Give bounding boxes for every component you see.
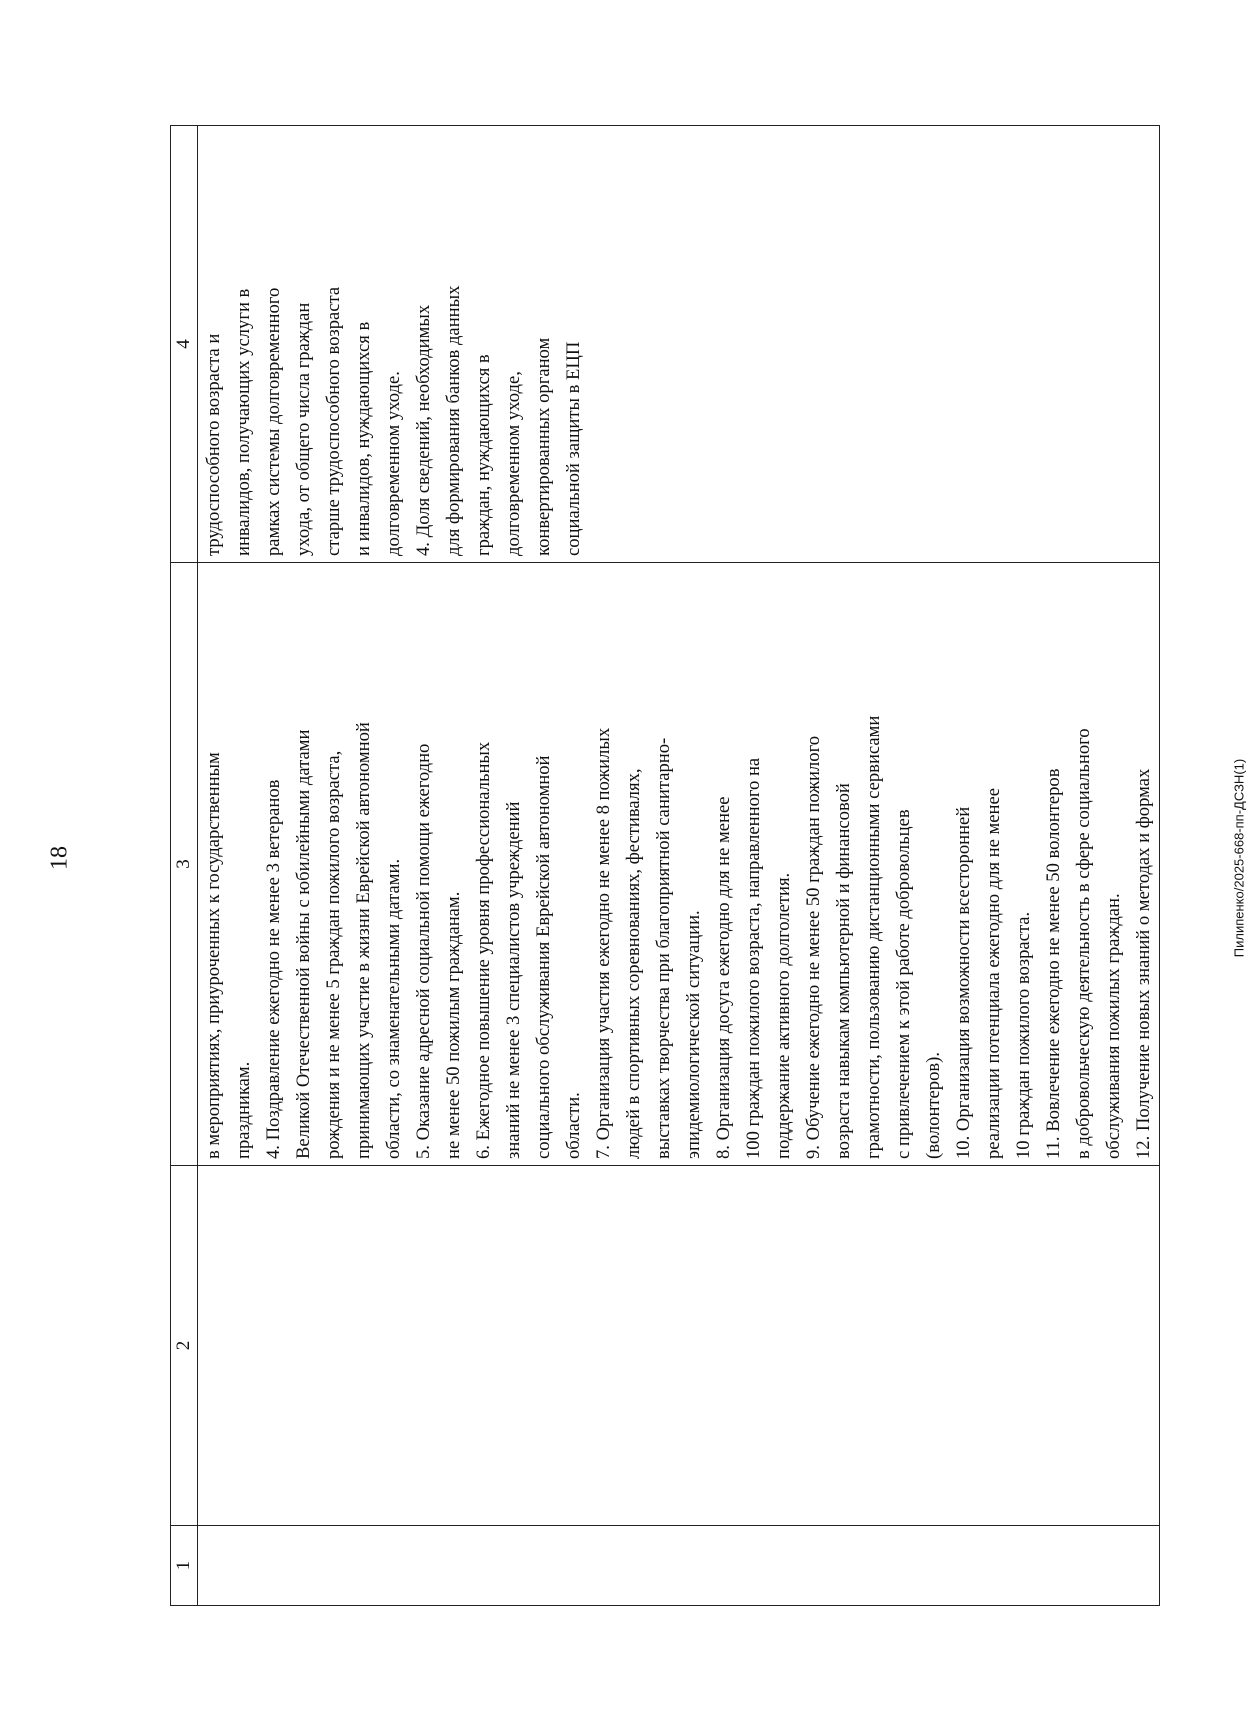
table-header-row — [171, 126, 198, 1606]
text-line: поддержание активного долголетия. — [773, 872, 794, 1159]
text-line: инвалидов, получающих услуги в — [233, 288, 254, 556]
cell-col-4 — [198, 126, 1160, 563]
text-line: области, со знаменательными датами. — [383, 858, 404, 1159]
text-line: выставках творчества при благоприятной санитарно- — [653, 737, 674, 1159]
text-line: для формирования банков данных — [443, 285, 464, 556]
text-line: 100 граждан пожилого возраста, направленного на — [743, 757, 764, 1159]
text-line: не менее 50 пожилым гражданам. — [443, 891, 464, 1159]
rotated-table-container — [170, 126, 1154, 1606]
cell-col-3 — [198, 563, 1160, 1166]
cell-col-1 — [198, 1526, 1160, 1606]
text-line: в добровольческую деятельность в сфере социального — [1073, 728, 1094, 1159]
document-footer-id: Пилипенко/2025-668-пп-ДСЗН(1) — [1231, 758, 1247, 958]
text-line: обслуживания пожилых граждан. — [1103, 893, 1124, 1159]
text-line: реализации потенциала ежегодно для не менее — [983, 787, 1004, 1159]
text-line: 4. Доля сведений, необходимых — [413, 304, 434, 556]
text-line: 11. Вовлечение ежегодно не менее 50 волонтеров — [1043, 768, 1064, 1159]
text-line: 10 граждан пожилого возраста. — [1013, 911, 1034, 1159]
text-line: эпидемиологической ситуации. — [683, 910, 704, 1159]
text-line: 10. Организация возможности всесторонней — [953, 806, 974, 1159]
table-row — [198, 126, 1160, 1606]
text-line: трудоспособного возраста и — [203, 333, 224, 556]
measures-table — [170, 125, 1160, 1606]
text-line: граждан, нуждающихся в — [473, 354, 494, 556]
cell-col-2 — [198, 1166, 1160, 1526]
text-line: рождения и не менее 5 граждан пожилого возраста, — [323, 750, 344, 1159]
text-line: в мероприятиях, приуроченных к государственным — [203, 752, 224, 1159]
text-line: с привлечением к этой работе добровольцев — [893, 809, 914, 1159]
text-line: людей в спортивных соревнованиях, фестивалях, — [623, 768, 644, 1159]
text-line: 9. Обучение ежегодно не менее 50 граждан пожилого — [803, 735, 824, 1159]
text-line: рамках системы долговременного — [263, 287, 284, 556]
text-line: ухода, от общего числа граждан — [293, 302, 314, 556]
text-line: и инвалидов, нуждающихся в — [353, 321, 374, 556]
column-header-4: 4 — [171, 126, 198, 563]
text-line: грамотности, пользованию дистанционными сервисами — [863, 715, 884, 1159]
column-header-3: 3 — [171, 563, 198, 1166]
column-header-1: 1 — [171, 1526, 198, 1606]
page-number: 18 — [46, 846, 73, 870]
text-line: возраста навыкам компьютерной и финансовой — [833, 783, 854, 1159]
text-line: знаний не менее 3 специалистов учреждений — [503, 801, 524, 1159]
text-line: долговременном уходе, — [503, 371, 524, 556]
text-line: (волонтеров). — [923, 1051, 944, 1159]
text-line: 6. Ежегодное повышение уровня профессиональных — [473, 741, 494, 1159]
column-header-2: 2 — [171, 1166, 198, 1526]
text-line: 7. Организация участия ежегодно не менее 8 пожилых — [593, 727, 614, 1159]
text-line: конвертированных органом — [533, 337, 554, 556]
text-line: 5. Оказание адресной социальной помощи ежегодно — [413, 743, 434, 1159]
text-line: социальной защиты в ЕЦП — [563, 341, 584, 556]
text-line: 12. Получение новых знаний о методах и формах — [1133, 768, 1154, 1159]
text-line: принимающих участие в жизни Еврейской автономной — [353, 722, 374, 1159]
text-line: Великой Отечественной войны с юбилейными датами — [293, 729, 314, 1159]
text-line: 8. Организация досуга ежегодно для не менее — [713, 796, 734, 1159]
text-line: социального обслуживания Еврейской автономной — [533, 755, 554, 1159]
text-line: старше трудоспособного возраста — [323, 286, 344, 556]
text-line: долговременном уходе. — [383, 371, 404, 556]
text-line: праздникам. — [233, 1061, 254, 1159]
text-line: области. — [563, 1092, 584, 1159]
text-line: 4. Поздравление ежегодно не менее 3 ветеранов — [263, 779, 284, 1159]
